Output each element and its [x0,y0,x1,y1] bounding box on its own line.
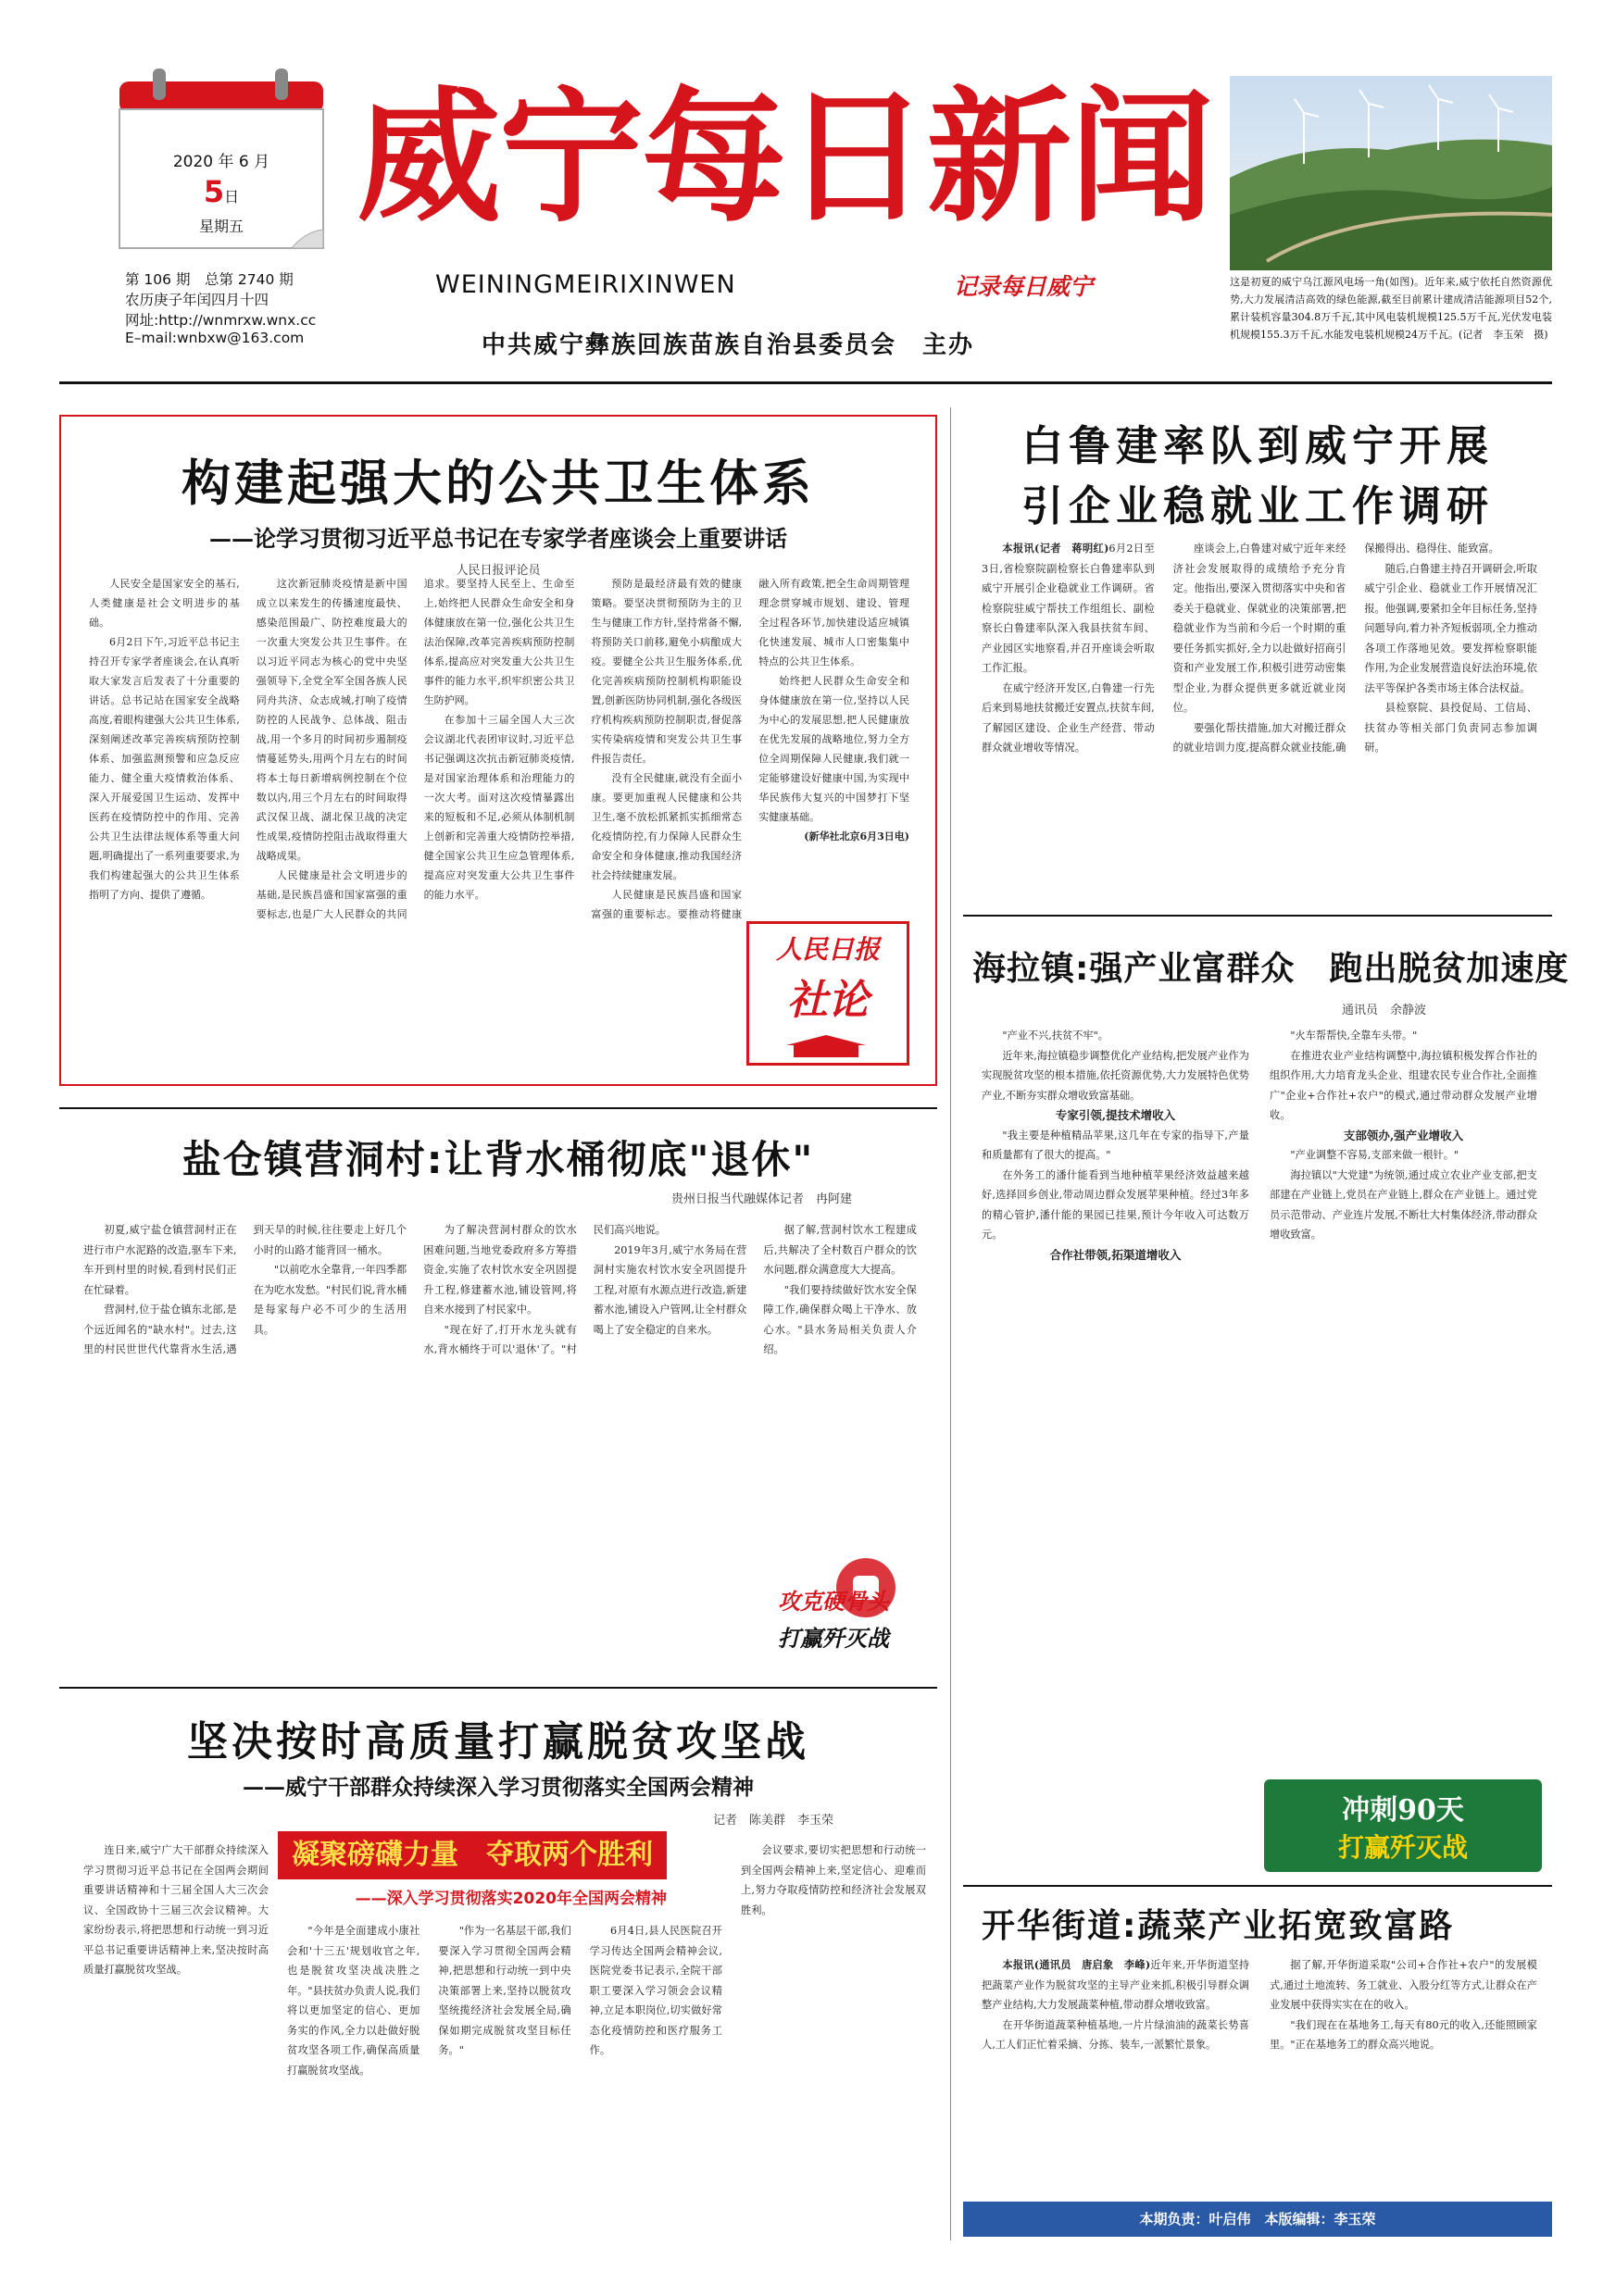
yancang-paragraph: 营洞村,位于盐仓镇东北部,是个远近闻名的"缺水村"。过去,这里的村民世世代代靠背水生活,遇到天旱的时候,往往要走上好几个小时的山路才能背回一桶水。 [83,1224,407,1355]
bailu-paragraph: 县检察院、县投促局、工信局、扶贫办等相关部门负责同志参加调研。 [1364,702,1537,754]
editorial-source: (新华社北京6月3日电) [804,830,909,842]
hala-byline: 通讯员 余静波 [1341,1004,1426,1017]
yancang-paragraph: 据了解,营洞村饮水工程建成后,共解决了全村数百户群众的饮水问题,群众满意度大大提高。 [763,1224,917,1276]
jianjue-paragraph: "作为一名基层干部,我们要深入学习贯彻全国两会精神,把思想和行动统一到中央决策部署上来,坚持以脱贫攻坚统揽经济社会发展全局,确保如期完成脱贫攻坚目标任务。" [438,1925,571,2056]
section-divider [963,915,1552,917]
newspaper-pinyin: WEININGMEIRIXINWEN [435,270,736,299]
email: E–mail:wnbxw@163.com [125,330,305,346]
tiananmen-icon [749,1033,903,1061]
masthead-divider [59,381,1552,384]
wind-farm-photo [1230,76,1552,270]
section-divider [59,1687,937,1689]
calendar-date-line: 2020 年 6 月 [172,153,270,171]
bailu-title-2: 引企业稳就业工作调研 [1021,481,1494,530]
slogan: 记录每日威宁 [954,273,1094,300]
footer-editor: 本期负责：叶启伟 本版编辑：李玉荣 [1139,2211,1376,2227]
kaihua-paragraph: "我们现在在基地务工,每天有80元的收入,还能照顾家里。"正在基地务工的群众高兴地说。 [1270,2018,1537,2051]
tough-badge-line2: 打赢歼灭战 [778,1625,889,1652]
editorial-paragraph: 这次新冠肺炎疫情是新中国成立以来发生的传播速度最快、感染范围最广、防控难度最大的一次重大突发公共卫生事件。在以习近平同志为核心的党中央坚强领导下,全党全军全国各族人民同舟共济、众志成城,打响了疫情防控的人民战争、总体战、阻击战,用一个多月的时间初步遏制疫情蔓延势头,用两个月左右的时间将本土每日新增病例控制在个位数以内,用三个月左右的时间取得武汉保卫战、湖北保卫战的决定性成果,疫情防控阻击战取得重大战略成果。 [256,578,407,862]
editorial-paragraph: 人民健康是社会文明进步的基础,是民族昌盛和国家富强的重要标志,也是广大人民群众的共同追求。要坚持人民至上、生命至上,始终把人民群众生命安全和身体健康放在第一位,强化公共卫生法治保障,改革完善疾病预防控制体系,提高应对突发重大公共卫生事件的能力水平,织牢织密公共卫生防护网。 [256,578,575,920]
jianjue-left-col [83,1841,269,2239]
kaihua-title: 开华街道:蔬菜产业拓宽致富路 [982,1907,1455,1945]
hala-paragraph: "我主要是种植精品苹果,这几年在专家的指导下,产量和质量都有了很大的提高。" [982,1129,1249,1161]
column-divider [950,407,951,2240]
jianjue-subtitle: ——威宁干部群众持续深入学习贯彻落实全国两会精神 [243,1775,754,1800]
hala-title: 海拉镇:强产业富群众 跑出脱贫加速度 [972,950,1570,988]
jianjue-body [287,1921,722,2236]
calendar-day [116,174,327,209]
editorial-paragraph: 人民安全是国家安全的基石,人类健康是社会文明进步的基础。 [89,578,240,629]
jianjue-title: 坚决按时高质量打赢脱贫攻坚战 [187,1718,809,1766]
bailu-paragraph: 随后,白鲁建主持召开调研会,听取威宁引企业、稳就业工作开展情况汇报。他强调,要紧扣全年目标任务,坚持问题导向,着力补齐短板弱项,全力推动各项工作落地见效。要发挥检察职能作用,为企业发展营造良好法治环境,依法平等保护各类市场主体合法权益。 [1364,562,1537,694]
yancang-paragraph: "我们要持续做好饮水安全保障工作,确保群众喝上干净水、放心水。"县水务局相关负责人介绍。 [763,1283,917,1355]
hala-paragraph: 在推进农业产业结构调整中,海拉镇积极发挥合作社的组织作用,大力培育龙头企业、组建农民专业合作社,全面推广"企业+合作社+农户"的模式,通过带动群众发展产业增收。 [1270,1049,1537,1121]
editorial-box [59,415,937,1086]
editorial-stamp [746,921,909,1066]
bailu-paragraph: 在威宁经济开发区,白鲁建一行先后来到易地扶贫搬迁安置点,扶贫车间,了解园区建设、企业生产经营、带动群众就业增收等情况。 [982,681,1155,754]
hala-paragraph: "火车帮帮快,全靠车头带。" [1290,1029,1418,1042]
jianjue-byline: 记者 陈美群 李玉荣 [712,1814,833,1828]
bailu-first-text: 6月2日至3日,省检察院副检察长白鲁建率队到威宁开展引企业稳就业工作调研。省检察院驻威宁帮扶工作组组长、副检察长白鲁建率队深入我县扶贫车间、产业园区实地察看,并召开座谈会听取工作汇报。 [982,543,1155,674]
hala-paragraph: "产业不兴,扶贫不牢"。 [1002,1029,1108,1042]
sponsor-line: 中共威宁彝族回族苗族自治县委员会 主办 [482,331,975,359]
editorial-paragraph: 人民健康是民族昌盛和国家富强的重要标志。要推动将健康融入所有政策,把全生命周期管理理念贯穿城市规划、建设、管理全过程各环节,加快建设适应城镇化快速发展、城市人口密集集中特点的公共卫生体系。 [591,578,909,920]
editorial-byline: 人民日报评论员 [456,564,541,578]
sprint-badge-line1: 冲刺90天 [1342,1794,1464,1827]
jianjue-paragraph: 6月4日,县人民医院召开学习传达全国两会精神会议,医院党委书记表示,全院干部职工要深入学习领会会议精神,立足本职岗位,切实做好常态化疫情防控和医疗服务工作。 [589,1925,722,2056]
kaihua-lead: 本报讯(通讯员 唐启象 李峰) [1002,1958,1151,1971]
two-sessions-banner [278,1831,667,1913]
kaihua-first-text: 近年来,开华街道坚持把蔬菜产业作为脱贫攻坚的主导产业来抓,积极引导群众调整产业结构,大力发展蔬菜种植,带动群众增收致富。 [982,1959,1249,2011]
editorial-title: 构建起强大的公共卫生体系 [182,455,815,512]
hala-subheading-2: 合作社带领,拓渠道增收入 [1049,1247,1182,1262]
bailu-title-1: 白鲁建率队到威宁开展 [1021,421,1494,470]
hala-paragraph: "产业调整不容易,支部来做一根针。" [1290,1149,1459,1161]
kaihua-paragraph [982,1955,1249,2015]
yancang-paragraph: 为了解决营洞村群众的饮水困难问题,当地党委政府多方筹措资金,实施了农村饮水安全巩固提升工程,修建蓄水池,铺设管网,将自来水接到了村民家中。 [423,1224,577,1316]
yancang-byline: 贵州日报当代融媒体记者 冉阿建 [670,1192,852,1206]
section-divider [59,1107,937,1109]
bailu-body [982,539,1537,900]
kaihua-paragraph: 在开华街道蔬菜种植基地,一片片绿油油的蔬菜长势喜人,工人们正忙着采摘、分拣、装车,一派繁忙景象。 [982,2018,1249,2051]
calendar-day-number: 5 [203,174,225,209]
bailu-lead: 本报讯(记者 蒋明红) [1002,542,1109,555]
hala-paragraph: 海拉镇以"大党建"为统领,通过成立农业产业支部,把支部建在产业链上,党员在产业链上,群众在产业链上。通过党员示范带动、产业连片发展,不断壮大村集体经济,带动群众增收致富。 [1270,1168,1537,1241]
editorial-paragraph: 6月2日下午,习近平总书记主持召开专家学者座谈会,在认真听取大家发言后发表了十分重要的讲话。总书记站在国家安全战略高度,着眼构建强大公共卫生体系,深刻阐述改革完善疾病预防控制体系、加强监测预警和应急反应能力、健全重大疫情救治体系、深入开展爱国卫生运动、发挥中医药在疫情防控中的作用、完善公共卫生法律法规体系等重大问题,明确提出了一系列重要要求,为我们构建起强大的公共卫生体系指明了方向、提供了遵循。 [89,636,240,901]
editorial-paragraph: 预防是最经济最有效的健康策略。要坚决贯彻预防为主的卫生与健康工作方针,坚持常备不懈,将预防关口前移,避免小病酿成大疫。要健全公共卫生服务体系,优化完善疾病预防控制机构职能设置,创新医防协同机制,强化各级医疗机构疾病预防控制职责,督促落实传染病疫情和突发公共卫生事件报告责任。 [591,578,743,765]
jianjue-paragraph: 会议要求,要切实把思想和行动统一到全国两会精神上来,坚定信心、迎难而上,努力夺取疫情防控和经济社会发展双胜利。 [741,1844,926,1916]
footer-bar [963,2202,1552,2237]
banner-line2: ——深入学习贯彻落实2020年全国两会精神 [355,1890,667,1908]
jianjue-right-col [741,1841,926,2239]
sprint-badge [1264,1779,1542,1872]
kaihua-paragraph: 据了解,开华街道采取"公司+合作社+农户"的发展模式,通过土地流转、务工就业、入股分红等方式,让群众在产业发展中获得实实在在的收入。 [1270,1959,1537,2011]
section-divider [963,1885,1552,1887]
hala-subheading-1: 专家引领,提技术增收入 [1055,1108,1176,1122]
yancang-paragraph: "以前吃水全靠背,一年四季都在为吃水发愁。"村民们说,背水桶是每家每户必不可少的生活用具。 [253,1264,407,1336]
jianjue-paragraph: 连日来,威宁广大干部群众持续深入学习贯彻习近平总书记在全国两会期间重要讲话精神和十三届全国人大三次会议、全国政协十三届三次会议精神。大家纷纷表示,将把思想和行动统一到习近平总书记重要讲话精神上来,坚决按时高质量打赢脱贫攻坚战。 [83,1844,269,1976]
yancang-paragraph: 2019年3月,威宁水务局在营洞村实施农村饮水安全巩固提升工程,对原有水源点进行改造,新建蓄水池,铺设入户管网,让全村群众喝上了安全稳定的自来水。 [593,1243,747,1336]
calendar-day-unit: 日 [224,188,240,206]
bailu-paragraph: 座谈会上,白鲁建对威宁近年来经济社会发展取得的成绩给予充分肯定。他指出,要深入贯彻落实中央和省委关于稳就业、保就业的决策部署,把稳就业作为当前和今后一个时期的重要任务抓实抓好,全力以赴做好招商引资和产业发展工作,积极引进劳动密集型企业,为群众提供更多就近就业岗位。 [1172,543,1346,714]
website: 网址:http://wnmrxw.wnx.cc [125,312,317,329]
bailu-paragraph [982,539,1155,679]
editorial-paragraph: 始终把人民群众生命安全和身体健康放在第一位,坚持以人民为中心的发展思想,把人民健康放在优先发展的战略地位,努力全方位全周期保障人民健康,我们就一定能够建设好健康中国,为实现中华民族伟大复兴的中国梦打下坚实健康基础。 [758,675,909,823]
lunar-date: 农历庚子年闰四月十四 [125,292,269,308]
editorial-subtitle: ——论学习贯彻习近平总书记在专家学者座谈会上重要讲话 [209,525,787,552]
bailu-paragraph: 要强化帮扶措施,加大对搬迁群众的就业培训力度,提高群众就业技能,确保搬得出、稳得住、能致富。 [1172,543,1499,754]
hala-subheading-3: 支部领办,强产业增收入 [1343,1128,1464,1142]
stamp-top: 人民日报 [775,934,880,965]
editorial-paragraph: 没有全民健康,就没有全面小康。要更加重视人民健康和公共卫生,毫不放松抓紧抓实抓细常态化疫情防控,有力保障人民群众生命安全和身体健康,推动我国经济社会持续健康发展。 [591,772,743,881]
calendar-weekday: 星期五 [198,218,244,235]
issue-number: 第 106 期 总第 2740 期 [125,271,294,288]
yancang-paragraph: 初夏,威宁盐仓镇营洞村正在进行市户水泥路的改造,驱车下来,车开到村里的时候,看到村民们正在忙碌着。 [83,1224,237,1296]
sprint-badge-line2: 打赢歼灭战 [1337,1832,1468,1863]
jianjue-paragraph: "今年是全面建成小康社会和'十三五'规划收官之年,也是脱贫攻坚决战决胜之年。"县扶贫办负责人说,我们将以更加坚定的信心、更加务实的作风,全力以赴做好脱贫攻坚各项工作,确保高质量打赢脱贫攻坚战。 [287,1925,420,2077]
stamp-bottom: 社论 [787,977,869,1024]
tough-battle-badge [736,1555,931,1662]
photo-caption: 这是初夏的威宁乌江源风电场一角(如图)。近年来,威宁依托自然资源优势,大力发展清洁高效的绿色能源,截至目前累计建成清洁能源项目52个,累计装机容量304.8万千瓦,其中风电装机规模125.5万千瓦,光伏发电装机规模155.3万千瓦,水能发电装机规模24万千瓦。(记者 李玉荣 摄) [1230,276,1552,341]
newspaper-title: 威宁每日新闻 [357,72,1212,242]
editorial-paragraph: 在参加十三届全国人大三次会议湖北代表团审议时,习近平总书记强调这次抗击新冠肺炎疫情,是对国家治理体系和治理能力的一次大考。面对这次疫情暴露出来的短板和不足,必须从体制机制上创新和完善重大疫情防控举措,健全国家公共卫生应急管理体系,提高应对突发重大公共卫生事件的能力水平。 [423,714,575,901]
hala-paragraph: 近年来,海拉镇稳步调整优化产业结构,把发展产业作为实现脱贫攻坚的根本措施,依托资源优势,大力发展特色优势产业,不断夯实群众增收致富基础。 [982,1049,1249,1102]
kaihua-body [982,1955,1537,2177]
hala-paragraph: 在外务工的潘什能看到当地种植苹果经济效益越来越好,选择回乡创业,带动周边群众发展苹果种植。经过3年多的精心管护,潘什能的果园已挂果,预计今年收入可达数万元。 [982,1168,1249,1241]
yancang-paragraph: "现在好了,打开水龙头就有水,背水桶终于可以'退休'了。"村民们高兴地说。 [423,1224,667,1355]
hala-body [982,1026,1537,1794]
yancang-title: 盐仓镇营洞村:让背水桶彻底"退休" [182,1137,815,1182]
banner-line1: 凝聚磅礴力量 夺取两个胜利 [278,1831,667,1879]
tough-badge-line1: 攻克硬骨头 [778,1588,889,1615]
